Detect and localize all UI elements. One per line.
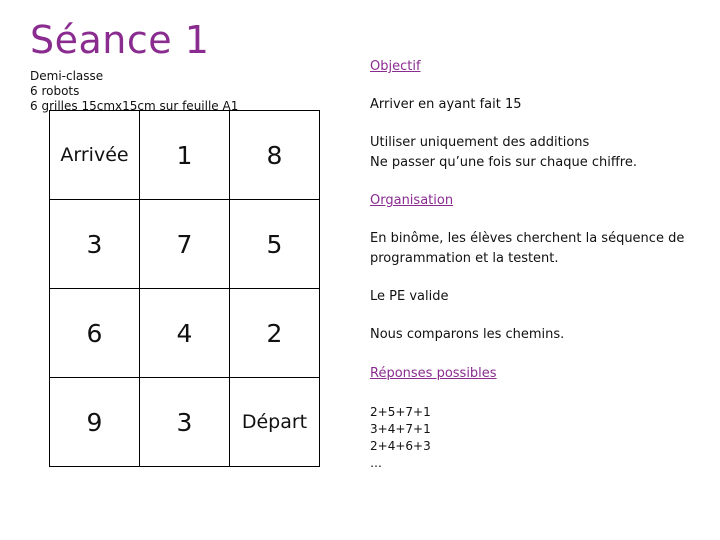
grid-cell: 5 [230, 200, 320, 289]
organisation-heading: Organisation [370, 193, 454, 208]
objectif-goal: Arriver en ayant fait 15 [370, 97, 522, 112]
grid-row [50, 200, 320, 289]
rule-line: Utiliser uniquement des additions [370, 135, 590, 150]
grid-cell: 2 [230, 289, 320, 378]
organisation-text [370, 229, 684, 269]
comparison-text: Nous comparons les chemins. [370, 327, 565, 342]
grid-cell: 8 [230, 111, 320, 200]
validation-text: Le PE valide [370, 289, 449, 304]
answer-item: 2+4+6+3 [370, 439, 431, 453]
grid-cell-arrival: Arrivée [50, 111, 140, 200]
grid-cell: 7 [140, 200, 230, 289]
grid-cell: 3 [140, 378, 230, 467]
materials-line: Demi-classe [30, 69, 104, 83]
grid-cell: 9 [50, 378, 140, 467]
materials-line: 6 robots [30, 84, 80, 98]
answers-list [370, 404, 431, 472]
answer-item: … [370, 456, 382, 470]
reponses-heading: Réponses possibles [370, 366, 497, 381]
grid-cell: 6 [50, 289, 140, 378]
grid-row [50, 111, 320, 200]
grid-cell: 4 [140, 289, 230, 378]
materials-line: 6 grilles 15cmx15cm sur feuille A1 [30, 99, 239, 113]
answer-item: 3+4+7+1 [370, 422, 431, 436]
grid-cell-start: Départ [230, 378, 320, 467]
organisation-line: programmation et la testent. [370, 251, 559, 266]
slide-title: Séance 1 [30, 18, 210, 62]
materials-list [30, 69, 238, 114]
grid-cell: 1 [140, 111, 230, 200]
grid-row [50, 289, 320, 378]
grid-row [50, 378, 320, 467]
organisation-line: En binôme, les élèves cherchent la séquence de [370, 231, 685, 246]
rule-line: Ne passer qu’une fois sur chaque chiffre. [370, 155, 637, 170]
objectif-heading: Objectif [370, 59, 421, 74]
grid-cell: 3 [50, 200, 140, 289]
objectif-rules [370, 133, 637, 173]
answer-item: 2+5+7+1 [370, 405, 431, 419]
number-grid [49, 110, 320, 467]
